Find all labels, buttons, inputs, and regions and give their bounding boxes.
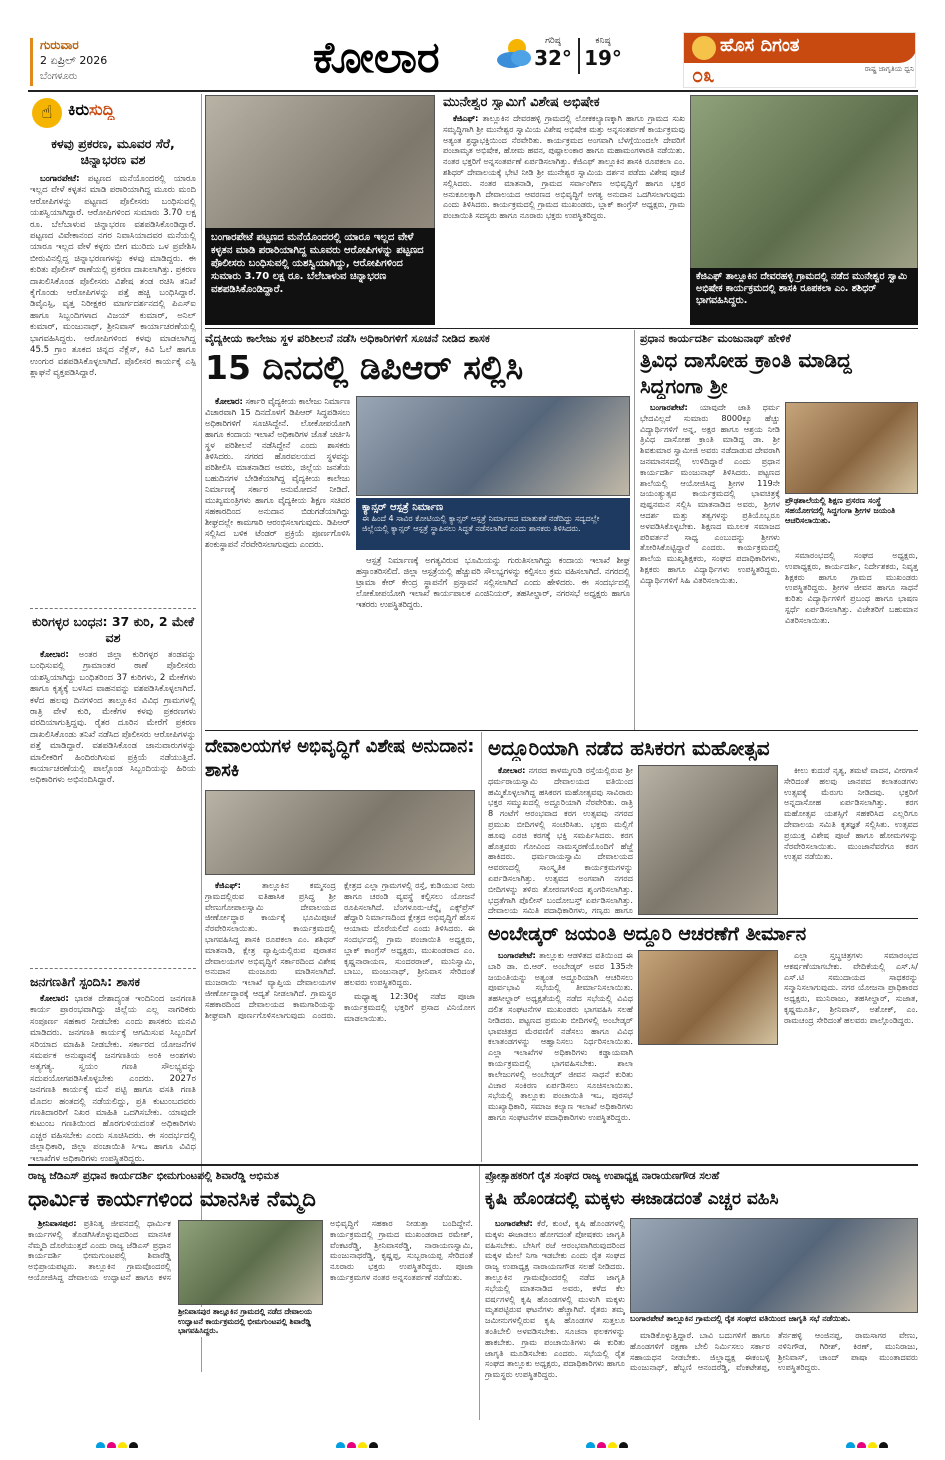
brief1-body [30, 174, 196, 604]
police-photo-caption: ಬಂಗಾರಪೇಟೆ ಪಟ್ಟಣದ ಮನೆಯೊಂದರಲ್ಲಿ ಯಾರೂ ಇಲ್ಲದ ವೇಳೆ ಕಳ್ಳತನ ಮಾಡಿ ಪರಾರಿಯಾಗಿದ್ದ ಮೂವರು ಆರೋಪಿಗಳನ್ನು ಪಟ್ಟಣದ ಪೊಲೀಸರು ಬಂಧಿಸುವಲ್ಲಿ ಯಶಸ್ವಿಯಾಗಿದ್ದು, ಆರೋಪಿಗಳಿಂದ ಸುಮಾರು 3.70 ಲಕ್ಷ ರೂ. ಬೆಲೆಬಾಳುವ ಚಿನ್ನಾಭರಣ ವಶಪಡಿಸಿಕೊಂಡಿದ್ದಾರೆ. [205, 228, 435, 325]
row2-rule [205, 730, 918, 731]
ambedkar-headline: ಅಂಬೇಡ್ಕರ್ ಜಯಂತಿ ಅದ್ದೂರಿ ಆಚರಣೆಗೆ ತೀರ್ಮಾನ [488, 923, 807, 945]
dpr-headline: 15 ದಿನದಲ್ಲಿ ಡಿಪಿಆರ್ ಸಲ್ಲಿಸಿ [205, 348, 524, 387]
registration-marks-left [96, 1436, 146, 1448]
cancer-box-headline: ಕ್ಯಾನ್ಸರ್ ಆಸ್ಪತ್ರೆ ನಿರ್ಮಾಣ [362, 502, 444, 513]
brand-logo-icon [692, 36, 716, 60]
hasikaraga-headline: ಅದ್ದೂರಿಯಾಗಿ ನಡೆದ ಹಸಿಕರಗ ಮಹೋತ್ಸವ [488, 736, 770, 760]
brand-name: ಹೊಸ ದಿಗಂತ [720, 35, 800, 56]
registration-marks-mid [586, 1436, 636, 1448]
masthead-date: 2 ಏಪ್ರಿಲ್ 2026 [40, 54, 108, 67]
page-number: ೦೩ [692, 63, 715, 87]
row3-rule [28, 1164, 918, 1166]
siddaganga-text-3: ಸಮಾರಂಭದಲ್ಲಿ ಸಂಘದ ಅಧ್ಯಕ್ಷರು, ಉಪಾಧ್ಯಕ್ಷರು, ಕಾರ್ಯದರ್ಶಿ, ನಿರ್ದೇಶಕರು, ನಿವೃತ್ತ ಶಿಕ್ಷಕರು ಹಾಗೂ ಗ್ರಾಮದ ಮುಖಂಡರು ಉಪಸ್ಥಿತರಿದ್ದರು. ಶ್ರೀಗಳ ಜೀವನ ಹಾಗೂ ಸಾಧನೆ ಕುರಿತು ವಿದ್ಯಾರ್ಥಿಗಳಿಗೆ ಪ್ರಬಂಧ ಹಾಗೂ ಭಾಷಣ ಸ್ಪರ್ಧೆ ಏರ್ಪಡಿಸಲಾಗಿತ್ತು. ವಿಜೇತರಿಗೆ ಬಹುಮಾನ ವಿತರಿಸಲಾಯಿತು. [785, 550, 918, 625]
shivareddy-caption: ಶ್ರೀನಿವಾಸಪುರ ತಾಲ್ಲೂಕಿನ ಗ್ರಾಮದಲ್ಲಿ ನಡೆದ ದೇವಾಲಯ ಉದ್ಘಾಟನೆ ಕಾರ್ಯಕ್ರಮದಲ್ಲಿ ಭೀಮಗುಂಟಪಲ್ಲಿ ಶಿವಾರೆಡ್ಡಿ ಭಾಗವಹಿಸಿದ್ದರು. [178, 1307, 323, 1337]
masthead-day: ಗುರುವಾರ [40, 38, 79, 52]
kirusuddi-label [68, 100, 198, 120]
max-temp [533, 46, 573, 70]
dpr-kicker: ವೈದ್ಯಕೀಯ ಕಾಲೇಜು ಸ್ಥಳ ಪರಿಶೀಲನೆ ನಡೆಸಿ ಅಧಿಕಾರಿಗಳಿಗೆ ಸೂಚನೆ ನೀಡಿದ ಶಾಸಕ [205, 332, 490, 345]
muneshwara-headline: ಮುನೇಶ್ವರ ಸ್ವಾಮಿಗೆ ವಿಶೇಷ ಅಭಿಷೇಕ [443, 95, 600, 110]
masthead-title: ಕೋಲಾರ [313, 33, 440, 83]
row1-rule [205, 328, 918, 329]
col-rule-low [481, 732, 482, 1162]
masthead-city: ಬೆಂಗಳೂರು [40, 71, 78, 82]
brand-tagline: ರಾಷ್ಟ್ರ ಜಾಗೃತಿಯ ಧ್ವನಿ [864, 65, 914, 73]
finger-icon: ☝ [32, 98, 62, 128]
siddaganga-photo [785, 402, 918, 494]
farmers-place: ಬಂಗಾರಪೇಟೆ: [495, 1218, 533, 1228]
masthead-left-bar [30, 38, 33, 86]
ambedkar-text: ತಾಲ್ಲೂಕು ಆಡಳಿತದ ವತಿಯಿಂದ ಈ ಬಾರಿ ಡಾ. ಬಿ.ಆರ್. ಅಂಬೇಡ್ಕರ್ ಅವರ 135ನೇ ಜಯಂತಿಯನ್ನು ಅತ್ಯಂತ ಅದ್ದೂರಿಯಾಗಿ ಆಚರಿಸಲು ಪೂರ್ವಭಾವಿ ಸಭೆಯಲ್ಲಿ ತೀರ್ಮಾನಿಸಲಾಯಿತು. ತಹಸೀಲ್ದಾರ್ ಅಧ್ಯಕ್ಷತೆಯಲ್ಲಿ ನಡೆದ ಸಭೆಯಲ್ಲಿ ವಿವಿಧ ದಲಿತ ಸಂಘಟನೆಗಳ ಮುಖಂಡರು ಭಾಗವಹಿಸಿ ಸಲಹೆ ನೀಡಿದರು. ಪಟ್ಟಣದ ಪ್ರಮುಖ ಬೀದಿಗಳಲ್ಲಿ ಅಂಬೇಡ್ಕರ್ ಭಾವಚಿತ್ರದ ಮೆರವಣಿಗೆ ನಡೆಸಲು ಹಾಗೂ ವಿವಿಧ ಕಲಾತಂಡಗಳನ್ನು ಆಹ್ವಾನಿಸಲು ನಿರ್ಧರಿಸಲಾಯಿತು. ಎಲ್ಲಾ ಇಲಾಖೆಗಳ ಅಧಿಕಾರಿಗಳು ಕಡ್ಡಾಯವಾಗಿ ಕಾರ್ಯಕ್ರಮದಲ್ಲಿ ಭಾಗವಹಿಸಬೇಕು. ಶಾಲಾ ಕಾಲೇಜುಗಳಲ್ಲಿ ಅಂಬೇಡ್ಕರ್ ಜೀವನ ಸಾಧನೆ ಕುರಿತು ವಿಚಾರ ಸಂಕಿರಣ ಏರ್ಪಡಿಸಲು ಸೂಚಿಸಲಾಯಿತು. ಸಭೆಯಲ್ಲಿ ತಾಲ್ಲೂಕು ಪಂಚಾಯಿತಿ ಇಒ, ಪುರಸಭೆ ಮುಖ್ಯಾಧಿಕಾರಿ, ಸಮಾಜ ಕಲ್ಯಾಣ ಇಲಾಖೆ ಅಧಿಕಾರಿಗಳು ಹಾಗೂ ಸಂಘಟನೆಗಳ ಪದಾಧಿಕಾರಿಗಳು ಉಪಸ್ಥಿತರಿದ್ದರು. [488, 950, 633, 1122]
ambedkar-body-2 [784, 950, 918, 1160]
brief1-place: ಬಂಗಾರಪೇಟೆ: [40, 174, 80, 184]
temple-text: ತಾಲ್ಲೂಕಿನ ಕಮ್ಮಸಂದ್ರ ಗ್ರಾಮದಲ್ಲಿರುವ ಐತಿಹಾಸಿಕ ಪ್ರಸಿದ್ಧ ಶ್ರೀ ವೇಣುಗೋಪಾಲಸ್ವಾಮಿ ದೇವಾಲಯದ ಜೀರ್ಣೋದ್ಧಾರ ಕಾರ್ಯಕ್ಕೆ ಭೂಮಿಪೂಜೆ ನೆರವೇರಿಸಲಾಯಿತು. ಕಾರ್ಯಕ್ರಮದಲ್ಲಿ ಭಾಗವಹಿಸಿದ್ದ ಶಾಸಕಿ ರೂಪಕಲಾ ಎಂ. ಶಶಿಧರ್ ಮಾತನಾಡಿ, ಕ್ಷೇತ್ರ ವ್ಯಾಪ್ತಿಯಲ್ಲಿರುವ ಪುರಾತನ ದೇವಾಲಯಗಳ ಅಭಿವೃದ್ಧಿಗೆ ಸರ್ಕಾರದಿಂದ ವಿಶೇಷ ಅನುದಾನ ಮಂಜೂರು ಮಾಡಿಸಲಾಗಿದೆ. ಮುಜರಾಯಿ ಇಲಾಖೆ ವ್ಯಾಪ್ತಿಯ ದೇವಾಲಯಗಳ ಜೀರ್ಣೋದ್ಧಾರಕ್ಕೆ ಆದ್ಯತೆ ನೀಡಲಾಗಿದೆ. ಗ್ರಾಮಸ್ಥರ ಸಹಕಾರದಿಂದ ದೇವಾಲಯದ ಕಾಮಗಾರಿಯನ್ನು ಶೀಘ್ರವಾಗಿ ಪೂರ್ಣಗೊಳಿಸಲಾಗುವುದು ಎಂದರು. ಕ್ಷೇತ್ರದ ಎಲ್ಲಾ ಗ್ರಾಮಗಳಲ್ಲಿ ರಸ್ತೆ, ಕುಡಿಯುವ ನೀರು ಹಾಗೂ ಚರಂಡಿ ವ್ಯವಸ್ಥೆ ಕಲ್ಪಿಸಲು ಯೋಜನೆ ರೂಪಿಸಲಾಗಿದೆ. ಬೆಂಗಳೂರು-ಚೆನ್ನೈ ಎಕ್ಸ್‌ಪ್ರೆಸ್ ಹೆದ್ದಾರಿ ನಿರ್ಮಾಣದಿಂದ ಕ್ಷೇತ್ರದ ಅಭಿವೃದ್ಧಿಗೆ ಹೊಸ ಆಯಾಮ ದೊರೆಯಲಿದೆ ಎಂದು ತಿಳಿಸಿದರು. ಈ ಸಂದರ್ಭದಲ್ಲಿ ಗ್ರಾಮ ಪಂಚಾಯಿತಿ ಅಧ್ಯಕ್ಷರು, ಬ್ಲಾಕ್ ಕಾಂಗ್ರೆಸ್ ಅಧ್ಯಕ್ಷರು, ಮುಖಂಡರಾದ ಎಂ. ಕೃಷ್ಣನಾರಾಯಣ, ಸುಂದರರಾಜ್, ಮುನಿಸ್ವಾಮಿ, ಬಾಬು, ಮಂಜುನಾಥ್, ಶ್ರೀನಿವಾಸ ಸೇರಿದಂತೆ ಹಲವರು ಉಪಸ್ಥಿತರಿದ್ದರು. [205, 880, 475, 1020]
min-temp-label: ಕನಿಷ್ಠ [595, 36, 611, 46]
ambedkar-place: ಬಂಗಾರಪೇಟೆ: [498, 950, 536, 960]
temp-divider [578, 38, 580, 74]
shivareddy-kicker: ರಾಜ್ಯ ಜೆಡಿಎಸ್ ಪ್ರಧಾನ ಕಾರ್ಯದರ್ಶಿ ಭೀಮಗುಂಟಪಲ್ಲಿ ಶಿವಾರೆಡ್ಡಿ ಅಭಿಮತ [28, 1170, 279, 1182]
dpr-body-left [205, 396, 350, 726]
shivareddy-text: ಪ್ರತಿನಿತ್ಯ ಜೀವನದಲ್ಲಿ ಧಾರ್ಮಿಕ ಕಾರ್ಯಗಳಲ್ಲಿ ತೊಡಗಿಸಿಕೊಳ್ಳುವುದರಿಂದ ಮಾನಸಿಕ ನೆಮ್ಮದಿ ದೊರೆಯುತ್ತದೆ ಎಂದು ರಾಜ್ಯ ಜೆಡಿಎಸ್ ಪ್ರಧಾನ ಕಾರ್ಯದರ್ಶಿ ಭೀಮಗುಂಟಪಲ್ಲಿ ಶಿವಾರೆಡ್ಡಿ ಅಭಿಪ್ರಾಯಪಟ್ಟರು. ತಾಲ್ಲೂಕಿನ ಗ್ರಾಮವೊಂದರಲ್ಲಿ ಆಯೋಜಿಸಿದ್ದ ದೇವಾಲಯ ಉದ್ಘಾಟನೆ ಹಾಗೂ ಕಳಸ ಅಭಿವೃದ್ಧಿಗೆ ಸಹಕಾರ ನೀಡುತ್ತಾ ಬಂದಿದ್ದೇನೆ. ಕಾರ್ಯಕ್ರಮದಲ್ಲಿ ಗ್ರಾಮದ ಮುಖಂಡರಾದ ರಮೇಶ್, ವೆಂಕಟರೆಡ್ಡಿ, ಶ್ರೀನಿವಾಸರೆಡ್ಡಿ, ನಾರಾಯಣಸ್ವಾಮಿ, ಮಂಜುನಾಥರೆಡ್ಡಿ, ಕೃಷ್ಣಪ್ಪ, ಸುಬ್ಬರಾಯಪ್ಪ ಸೇರಿದಂತೆ ನೂರಾರು ಭಕ್ತರು ಉಪಸ್ಥಿತರಿದ್ದರು. ಪೂಜಾ ಕಾರ್ಯಕ್ರಮಗಳ ನಂತರ ಅನ್ನಸಂತರ್ಪಣೆ ನಡೆಯಿತು. [28, 1218, 473, 1282]
registration-marks-right [846, 1436, 896, 1448]
siddaganga-caption: ಪ್ರೌಢಶಾಲೆಯಲ್ಲಿ ಶಿಕ್ಷಣ ಪ್ರಸರಣ ಸಂಸ್ಥೆ ಸಹಯೋಗದಲ್ಲಿ ಸಿದ್ದಗಂಗಾ ಶ್ರೀಗಳ ಜಯಂತಿ ಆಚರಿಸಲಾಯಿತು. [785, 496, 896, 525]
shivareddy-photo [178, 1220, 323, 1305]
kirusuddi-label-a: ಕಿರು [68, 100, 90, 119]
cancer-box [356, 498, 630, 550]
brief3-place: ಕೋಲಾರ: [40, 994, 69, 1004]
farmers-caption: ಬಂಗಾರಪೇಟೆ ತಾಲ್ಲೂಕಿನ ಗ್ರಾಮದಲ್ಲಿ ರೈತ ಸಂಘದ ವತಿಯಿಂದ ಜಾಗೃತಿ ಸಭೆ ನಡೆಯಿತು. [630, 1314, 851, 1323]
brief-divider-2 [30, 968, 196, 969]
brief2-body [30, 650, 196, 970]
col-rule-mid [634, 330, 635, 730]
hasikaraga-text: ನಗರದ ಕಾಳಮ್ಮಗುಡಿ ರಸ್ತೆಯಲ್ಲಿರುವ ಶ್ರೀ ಧರ್ಮರಾಯಸ್ವಾಮಿ ದೇವಾಲಯದ ವತಿಯಿಂದ ಹಮ್ಮಿಕೊಳ್ಳಲಾಗಿದ್ದ ಹಸಿಕರಗ ಮಹೋತ್ಸವವು ಸಾವಿರಾರು ಭಕ್ತರ ಸಮ್ಮುಖದಲ್ಲಿ ಅದ್ದೂರಿಯಾಗಿ ನೆರವೇರಿತು. ರಾತ್ರಿ 8 ಗಂಟೆಗೆ ಆರಂಭವಾದ ಕರಗ ಉತ್ಸವವು ನಗರದ ಪ್ರಮುಖ ಬೀದಿಗಳಲ್ಲಿ ಸಂಚರಿಸಿತು. ಭಕ್ತರು ಮಲ್ಲಿಗೆ ಹೂವು ಎರಚಿ ಕರಗಕ್ಕೆ ಭಕ್ತಿ ಸಮರ್ಪಿಸಿದರು. ಕರಗ ಹೊತ್ತವರು ಗೋವಿಂದ ನಾಮಸ್ಮರಣೆಯೊಂದಿಗೆ ಹೆಜ್ಜೆ ಹಾಕಿದರು. ಧರ್ಮರಾಯಸ್ವಾಮಿ ದೇವಾಲಯದ ಆವರಣದಲ್ಲಿ ಸಾಂಸ್ಕೃತಿಕ ಕಾರ್ಯಕ್ರಮಗಳನ್ನು ಏರ್ಪಡಿಸಲಾಗಿತ್ತು. ಉತ್ಸವದ ಅಂಗವಾಗಿ ನಗರದ ಬೀದಿಗಳನ್ನು ತಳಿರು ತೋರಣಗಳಿಂದ ಶೃಂಗರಿಸಲಾಗಿತ್ತು. ಭದ್ರತೆಗಾಗಿ ಪೊಲೀಸ್ ಬಂದೋಬಸ್ತ್ ಏರ್ಪಡಿಸಲಾಗಿತ್ತು. ದೇವಾಲಯ ಸಮಿತಿ ಪದಾಧಿಕಾರಿಗಳು, ಗಣ್ಯರು ಹಾಗೂ [488, 765, 633, 915]
muneshwara-text: ತಾಲ್ಲೂಕಿನ ದೇವರಹಳ್ಳಿ ಗ್ರಾಮದಲ್ಲಿ ಲೋಕಕಲ್ಯಾಣಕ್ಕಾಗಿ ಹಾಗೂ ಗ್ರಾಮದ ಸುಖ ಸಮೃದ್ಧಿಗಾಗಿ ಶ್ರೀ ಮುನೇಶ್ವರ ಸ್ವಾಮಿಯ ವಿಶೇಷ ಅಭಿಷೇಕ ಮತ್ತು ಅನ್ನಸಂತರ್ಪಣೆ ಕಾರ್ಯಕ್ರಮವು ಅತ್ಯಂತ ಶ್ರದ್ಧಾಭಕ್ತಿಯಿಂದ ನೆರವೇರಿತು. ಕಾರ್ಯಕ್ರಮದ ಅಂಗವಾಗಿ ಬೆಳಗ್ಗೆಯಿಂದಲೇ ದೇವರಿಗೆ ಪಂಚಾಮೃತ ಅಭಿಷೇಕ, ಹೋಮ ಹವನ, ಪುಷ್ಪಾಲಂಕಾರ ಹಾಗೂ ಮಹಾಮಂಗಳಾರತಿ ನಡೆಯಿತು. ನಂತರ ಭಕ್ತರಿಗೆ ಅನ್ನಸಂತರ್ಪಣೆ ಏರ್ಪಡಿಸಲಾಗಿತ್ತು. ಕೆಜಿಎಫ್ ತಾಲ್ಲೂಕಿನ ಶಾಸಕಿ ರೂಪಕಲಾ ಎಂ. ಶಶಿಧರ್ ದೇವಾಲಯಕ್ಕೆ ಭೇಟಿ ನೀಡಿ ಶ್ರೀ ಮುನೇಶ್ವರ ಸ್ವಾಮಿಯ ದರ್ಶನ ಪಡೆದು ವಿಶೇಷ ಪೂಜೆ ಸಲ್ಲಿಸಿದರು. ನಂತರ ಮಾತನಾಡಿ, ಗ್ರಾಮದ ಸರ್ವಾಂಗೀಣ ಅಭಿವೃದ್ಧಿಗೆ ಹಾಗೂ ಭಕ್ತರ ಅನುಕೂಲಕ್ಕಾಗಿ ದೇವಾಲಯದ ಆವರಣದ ಅಭಿವೃದ್ಧಿಗೆ ಅಗತ್ಯ ಅನುದಾನ ಒದಗಿಸಲಾಗುವುದು ಎಂದು ತಿಳಿಸಿದರು. ಕಾರ್ಯಕ್ರಮದಲ್ಲಿ ಗ್ರಾಮದ ಮುಖಂಡರು, ಬ್ಲಾಕ್ ಕಾಂಗ್ರೆಸ್ ಅಧ್ಯಕ್ಷರು, ಗ್ರಾಮ ಪಂಚಾಯಿತಿ ಸದಸ್ಯರು ಹಾಗೂ ನೂರಾರು ಭಕ್ತರು ಉಪಸ್ಥಿತರಿದ್ದರು. [443, 114, 685, 221]
muneshwara-place: ಕೆಜಿಎಫ್: [453, 114, 479, 123]
farmers-body-2 [630, 1330, 918, 1418]
dpr-text-2: ಆಸ್ಪತ್ರೆ ನಿರ್ಮಾಣಕ್ಕೆ ಅಗತ್ಯವಿರುವ ಭೂಮಿಯನ್ನು ಗುರುತಿಸಲಾಗಿದ್ದು ಕಂದಾಯ ಇಲಾಖೆ ಶೀಘ್ರ ಹಸ್ತಾಂತರಿಸಲಿದೆ. ಜಿಲ್ಲಾ ಆಸ್ಪತ್ರೆಯಲ್ಲಿ ಹೆಚ್ಚುವರಿ ಸೌಲಭ್ಯಗಳನ್ನು ಕಲ್ಪಿಸಲು ಕ್ರಮ ವಹಿಸಲಾಗಿದೆ. ನಗರದಲ್ಲಿ ಟ್ರಾಮಾ ಕೇರ್ ಕೇಂದ್ರ ಸ್ಥಾಪನೆಗೆ ಪ್ರಸ್ತಾವನೆ ಸಲ್ಲಿಸಲಾಗಿದೆ ಎಂದು ಹೇಳಿದರು. ಈ ಸಂದರ್ಭದಲ್ಲಿ ಲೋಕೋಪಯೋಗಿ ಇಲಾಖೆ ಕಾರ್ಯಪಾಲಕ ಎಂಜಿನಿಯರ್, ತಹಸೀಲ್ದಾರ್, ನಗರಸಭೆ ಅಧ್ಯಕ್ಷರು ಹಾಗೂ ಇತರರು ಉಪಸ್ಥಿತರಿದ್ದರು. [356, 555, 630, 609]
kirusuddi-logo [28, 96, 198, 130]
min-temp-value: 19 [584, 46, 612, 70]
shivareddy-place: ಶ್ರೀನಿವಾಸಪುರ: [38, 1218, 77, 1228]
hasikaraga-place: ಕೋಲಾರ: [498, 765, 526, 775]
brief2-text: ಅಂತರ ಜಿಲ್ಲಾ ಕುರಿಗಳ್ಳರ ತಂಡವನ್ನು ಬಂಧಿಸುವಲ್ಲಿ ಗ್ರಾಮಾಂತರ ಠಾಣೆ ಪೊಲೀಸರು ಯಶಸ್ವಿಯಾಗಿದ್ದು ಬಂಧಿತರಿಂದ 37 ಕುರಿಗಳು, 2 ಮೇಕೆಗಳು ಹಾಗೂ ಕೃತ್ಯಕ್ಕೆ ಬಳಸಿದ ವಾಹನವನ್ನು ವಶಪಡಿಸಿಕೊಳ್ಳಲಾಗಿದೆ. ಕಳೆದ ಹಲವು ದಿನಗಳಿಂದ ತಾಲ್ಲೂಕಿನ ವಿವಿಧ ಗ್ರಾಮಗಳಲ್ಲಿ ರಾತ್ರಿ ವೇಳೆ ಕುರಿ, ಮೇಕೆಗಳ ಕಳವು ಪ್ರಕರಣಗಳು ವರದಿಯಾಗುತ್ತಿದ್ದವು. ರೈತರ ದೂರಿನ ಮೇರೆಗೆ ಪ್ರಕರಣ ದಾಖಲಿಸಿಕೊಂಡು ತನಿಖೆ ನಡೆಸಿದ ಪೊಲೀಸರು ಆರೋಪಿಗಳನ್ನು ಪತ್ತೆ ಮಾಡಿದ್ದಾರೆ. ವಶಪಡಿಸಿಕೊಂಡ ಜಾನುವಾರುಗಳನ್ನು ಮಾಲೀಕರಿಗೆ ಹಿಂದಿರುಗಿಸುವ ಪ್ರಕ್ರಿಯೆ ನಡೆಯುತ್ತಿದೆ. ಕಾರ್ಯಾಚರಣೆಯಲ್ಲಿ ಪಾಲ್ಗೊಂಡ ಸಿಬ್ಬಂದಿಯನ್ನು ಹಿರಿಯ ಅಧಿಕಾರಿಗಳು ಅಭಿನಂದಿಸಿದ್ದಾರೆ. [30, 650, 196, 786]
hasikaraga-body [488, 765, 633, 915]
col-rule-bottom [479, 1166, 480, 1420]
siddaganga-body-3 [785, 550, 918, 727]
dpr-photo [356, 396, 630, 496]
brand-box [683, 32, 916, 88]
kirusuddi-label-b: ಸುದ್ದಿ [89, 100, 115, 119]
min-temp [583, 46, 623, 70]
dpr-text: ಸರ್ಕಾರಿ ವೈದ್ಯಕೀಯ ಕಾಲೇಜು ನಿರ್ಮಾಣ ವಿಚಾರವಾಗಿ 15 ದಿನದೊಳಗೆ ಡಿಪಿಆರ್ ಸಿದ್ಧಪಡಿಸಲು ಅಧಿಕಾರಿಗಳಿಗೆ ಸೂಚಿಸಿದ್ದೇನೆ. ಲೋಕೋಪಯೋಗಿ ಹಾಗೂ ಕಂದಾಯ ಇಲಾಖೆ ಅಧಿಕಾರಿಗಳ ಜೊತೆ ಚರ್ಚಿಸಿ ಸ್ಥಳ ಪರಿಶೀಲನೆ ನಡೆಸಿದ್ದೇನೆ ಎಂದು ಶಾಸಕರು ತಿಳಿಸಿದರು. ನಗರದ ಹೊರವಲಯದ ಸ್ಥಳವನ್ನು ಪರಿಶೀಲಿಸಿ ಮಾತನಾಡಿದ ಅವರು, ಜಿಲ್ಲೆಯ ಜನತೆಯ ಬಹುದಿನಗಳ ಬೇಡಿಕೆಯಾಗಿದ್ದ ವೈದ್ಯಕೀಯ ಕಾಲೇಜು ನಿರ್ಮಾಣಕ್ಕೆ ಸರ್ಕಾರ ಅನುಮೋದನೆ ನೀಡಿದೆ. ಮುಖ್ಯಮಂತ್ರಿಗಳು ಹಾಗೂ ವೈದ್ಯಕೀಯ ಶಿಕ್ಷಣ ಸಚಿವರ ಸಹಕಾರದಿಂದ ಅನುದಾನ ಬಿಡುಗಡೆಯಾಗಿದ್ದು ಶೀಘ್ರದಲ್ಲೇ ಕಾಮಗಾರಿ ಆರಂಭಿಸಲಾಗುವುದು. ಡಿಪಿಆರ್ ಸಲ್ಲಿಸಿದ ಬಳಿಕ ಟೆಂಡರ್ ಪ್ರಕ್ರಿಯೆ ಪೂರ್ಣಗೊಳಿಸಿ ಶಂಕುಸ್ಥಾಪನೆ ನೆರವೇರಿಸಲಾಗುವುದು ಎಂದರು. [205, 396, 350, 549]
dpr-body-right [356, 555, 630, 725]
muneshwara-body [443, 114, 685, 326]
brief1-text: ಪಟ್ಟಣದ ಮನೆಯೊಂದರಲ್ಲಿ ಯಾರೂ ಇಲ್ಲದ ವೇಳೆ ಕಳ್ಳತನ ಮಾಡಿ ಪರಾರಿಯಾಗಿದ್ದ ಮೂರು ಮಂದಿ ಆರೋಪಿಗಳನ್ನು ಪಟ್ಟಣದ ಪೊಲೀಸರು ಬಂಧಿಸುವಲ್ಲಿ ಯಶಸ್ವಿಯಾಗಿದ್ದಾರೆ. ಆರೋಪಿಗಳಿಂದ ಸುಮಾರು 3.70 ಲಕ್ಷ ರೂ. ಬೆಲೆಬಾಳುವ ಚಿನ್ನಾಭರಣ ವಶಪಡಿಸಿಕೊಂಡಿದ್ದಾರೆ. ಪಟ್ಟಣದ ವಿವೇಕಾನಂದ ನಗರ ನಿವಾಸಿಯಾದವರ ಮನೆಯಲ್ಲಿ ಯಾರೂ ಇಲ್ಲದ ವೇಳೆ ಕಳ್ಳರು ಬೀಗ ಮುರಿದು ಒಳ ಪ್ರವೇಶಿಸಿ ಬೀರುವಿನಲ್ಲಿದ್ದ ಚಿನ್ನಾಭರಣಗಳನ್ನು ಕಳವು ಮಾಡಿದ್ದರು. ಈ ಕುರಿತು ಪೊಲೀಸ್ ಠಾಣೆಯಲ್ಲಿ ಪ್ರಕರಣ ದಾಖಲಾಗಿತ್ತು. ಪ್ರಕರಣ ದಾಖಲಿಸಿಕೊಂಡ ಪೊಲೀಸರು ವಿಶೇಷ ತಂಡ ರಚಿಸಿ ತನಿಖೆ ಕೈಗೊಂಡು ಆರೋಪಿಗಳನ್ನು ಪತ್ತೆ ಹಚ್ಚಿ ಬಂಧಿಸಿದ್ದಾರೆ. ಡಿವೈಎಸ್ಪಿ, ವೃತ್ತ ನಿರೀಕ್ಷಕರ ಮಾರ್ಗದರ್ಶನದಲ್ಲಿ ಪಿಎಸ್ಐ ಹಾಗೂ ಸಿಬ್ಬಂದಿಗಳಾದ ವಿಜಯ್ ಕುಮಾರ್, ಅನಿಲ್ ಕುಮಾರ್, ಮಂಜುನಾಥ್, ಶ್ರೀನಿವಾಸ್ ಕಾರ್ಯಾಚರಣೆಯಲ್ಲಿ ಭಾಗವಹಿಸಿದ್ದರು. ಆರೋಪಿಗಳಿಂದ ಕಳವು ಮಾಡಲಾಗಿದ್ದ 45.5 ಗ್ರಾಂ ತೂಕದ ಚಿನ್ನದ ನೆಕ್ಲೆಸ್, ಕಿವಿ ಓಲೆ ಹಾಗೂ ಉಂಗುರ ವಶಪಡಿಸಿಕೊಳ್ಳಲಾಗಿದೆ. ಪೊಲೀಸರ ಕಾರ್ಯಕ್ಕೆ ಎಸ್ಪಿ ಶ್ಲಾಘನೆ ವ್ಯಕ್ತಪಡಿಸಿದ್ದಾರೆ. [30, 174, 196, 378]
cancer-box-text: ಈ ಹಿಂದೆ 4 ಸಾವಿರ ಕೋಟಿಯಲ್ಲಿ ಕ್ಯಾನ್ಸರ್ ಆಸ್ಪತ್ರೆ ನಿರ್ಮಾಣದ ಮಾತುಕತೆ ನಡೆದಿದ್ದು ಸದ್ಯದಲ್ಲೇ ಜಿಲ್ಲೆಯಲ್ಲಿ ಕ್ಯಾನ್ಸರ್ ಆಸ್ಪತ್ರೆ ಸ್ಥಾಪಿಸಲು ಸಿದ್ಧತೆ ನಡೆಸಲಾಗಿದೆ ಎಂದು ಶಾಸಕರು ತಿಳಿಸಿದರು. [362, 514, 600, 533]
weather-icon [493, 36, 535, 72]
max-temp-label: ಗರಿಷ್ಠ [545, 36, 561, 46]
temple-body [205, 880, 475, 1160]
shivareddy-headline: ಧಾರ್ಮಿಕ ಕಾರ್ಯಗಳಿಂದ ಮಾನಸಿಕ ನೆಮ್ಮದಿ [28, 1187, 316, 1211]
brief3-text: ಭಾರತ ದೇಶಾದ್ಯಂತ ಇಂದಿನಿಂದ ಜನಗಣತಿ ಕಾರ್ಯ ಪ್ರಾರಂಭವಾಗಿದ್ದು ಜಿಲ್ಲೆಯ ಎಲ್ಲ ನಾಗರಿಕರು ಸಂಪೂರ್ಣ ಸಹಕಾರ ನೀಡಬೇಕು ಎಂದು ಶಾಸಕರು ಮನವಿ ಮಾಡಿದರು. ಜನಗಣತಿ ಕಾರ್ಯಕ್ಕೆ ಆಗಮಿಸುವ ಸಿಬ್ಬಂದಿಗೆ ಸರಿಯಾದ ಮಾಹಿತಿ ನೀಡಬೇಕು. ಸರ್ಕಾರದ ಯೋಜನೆಗಳ ಸಮರ್ಪಕ ಅನುಷ್ಠಾನಕ್ಕೆ ಜನಗಣತಿಯ ಅಂಕಿ ಅಂಶಗಳು ಅತ್ಯಗತ್ಯ. ಸ್ವಯಂ ಗಣತಿ ಸೌಲಭ್ಯವನ್ನು ಸದುಪಯೋಗಪಡಿಸಿಕೊಳ್ಳಬೇಕು ಎಂದರು. 2027ರ ಜನಗಣತಿ ಕಾರ್ಯಕ್ಕೆ ಮನೆ ಪಟ್ಟಿ ಹಾಗೂ ವಸತಿ ಗಣತಿ ಮೊದಲ ಹಂತದಲ್ಲಿ ನಡೆಯಲಿದ್ದು, ಪ್ರತಿ ಕುಟುಂಬದವರು ಗಣತಿದಾರರಿಗೆ ನಿಖರ ಮಾಹಿತಿ ಒದಗಿಸಬೇಕು. ಯಾವುದೇ ಕುಟುಂಬ ಗಣತಿಯಿಂದ ಹೊರಗುಳಿಯದಂತೆ ಅಧಿಕಾರಿಗಳು ಎಚ್ಚರ ವಹಿಸಬೇಕು ಎಂದು ಸೂಚಿಸಿದರು. ಈ ಸಂದರ್ಭದಲ್ಲಿ ಜಿಲ್ಲಾಧಿಕಾರಿ, ಜಿಲ್ಲಾ ಪಂಚಾಯಿತಿ ಸಿಇಒ ಹಾಗೂ ವಿವಿಧ ಇಲಾಖೆಗಳ ಅಧಿಕಾರಿಗಳು ಉಪಸ್ಥಿತರಿದ್ದರು. [30, 994, 196, 1164]
ambedkar-photo [638, 950, 778, 1045]
farmers-headline: ಕೃಷಿ ಹೊಂಡದಲ್ಲಿ ಮಕ್ಕಳು ಈಜಾಡದಂತೆ ಎಚ್ಚರ ವಹಿಸಿ [485, 1189, 779, 1209]
ambedkar-body [488, 950, 633, 1160]
hasikaraga-photo [638, 765, 778, 915]
masthead-rule [28, 90, 918, 92]
brief-divider-1 [30, 608, 196, 609]
siddaganga-body [640, 402, 780, 727]
farmers-text-2: ಮಾಡಿಕೊಳ್ಳುತ್ತಿದ್ದಾರೆ. ಬಾವಿ ಬದುಗಳಿಗೆ ಹಾಗೂ ಹೊಂಡಗಳಿಗೆ ರಕ್ಷಣಾ ಬೇಲಿ ನಿರ್ಮಿಸಲು ಸರ್ಕಾರ ಸಹಾಯಧನ ನೀಡಬೇಕು. ಜಿಲ್ಲಾಧ್ಯಕ್ಷ ಈಕಂಬಳ್ಳಿ ಮಂಜುನಾಥ್, ಹೆಬ್ಬಣಿ ಆನಂದರೆಡ್ಡಿ, ವೆಂಕಟೇಶಪ್ಪ, ತೆರ್ನಹಳ್ಳಿ ಆಂಜಿನಪ್ಪ, ರಾಮಸಾಗರ ವೇಣು, ನಳಿನಿಗೌಡ, ಗಿರೀಶ್, ಕಿರಣ್, ಮುನಿರಾಜು, ಶ್ರೀನಿವಾಸ್, ಚಾಂದ್ ಪಾಷಾ ಮುಂತಾದವರು ಉಪಸ್ಥಿತರಿದ್ದರು. [630, 1330, 918, 1373]
temple-photo [205, 790, 475, 875]
farmers-text: ಕೆರೆ, ಕುಂಟೆ, ಕೃಷಿ ಹೊಂಡಗಳಲ್ಲಿ ಮಕ್ಕಳು ಈಜಾಡಲು ಹೋಗದಂತೆ ಪೋಷಕರು ಜಾಗೃತಿ ವಹಿಸಬೇಕು. ಬೇಸಿಗೆ ರಜೆ ಆರಂಭವಾಗಿರುವುದರಿಂದ ಮಕ್ಕಳ ಮೇಲೆ ನಿಗಾ ಇಡಬೇಕು ಎಂದು ರೈತ ಸಂಘದ ರಾಜ್ಯ ಉಪಾಧ್ಯಕ್ಷ ನಾರಾಯಣಗೌಡ ಸಲಹೆ ನೀಡಿದರು. ತಾಲ್ಲೂಕಿನ ಗ್ರಾಮವೊಂದರಲ್ಲಿ ನಡೆದ ಜಾಗೃತಿ ಸಭೆಯಲ್ಲಿ ಮಾತನಾಡಿದ ಅವರು, ಕಳೆದ ಕೆಲ ವರ್ಷಗಳಲ್ಲಿ ಕೃಷಿ ಹೊಂಡಗಳಲ್ಲಿ ಮುಳುಗಿ ಮಕ್ಕಳು ಮೃತಪಟ್ಟಿರುವ ಘಟನೆಗಳು ಹೆಚ್ಚಾಗಿವೆ. ರೈತರು ತಮ್ಮ ಜಮೀನುಗಳಲ್ಲಿರುವ ಕೃಷಿ ಹೊಂಡಗಳ ಸುತ್ತಲೂ ತಂತಿಬೇಲಿ ಅಳವಡಿಸಬೇಕು. ಸೂಚನಾ ಫಲಕಗಳನ್ನು ಹಾಕಬೇಕು. ಗ್ರಾಮ ಪಂಚಾಯಿತಿಗಳು ಈ ಕುರಿತು ಜಾಗೃತಿ ಮೂಡಿಸಬೇಕು ಎಂದರು. ಸಭೆಯಲ್ಲಿ ರೈತ ಸಂಘದ ತಾಲ್ಲೂಕು ಅಧ್ಯಕ್ಷರು, ಪದಾಧಿಕಾರಿಗಳು ಹಾಗೂ ಗ್ರಾಮಸ್ಥರು ಉಪಸ್ಥಿತರಿದ್ದರು. [485, 1218, 625, 1380]
row3-mid-rule [488, 918, 918, 919]
max-temp-value: 32 [534, 46, 562, 70]
hasikaraga-body-2 [784, 765, 918, 915]
siddaganga-headline: ತ್ರಿವಿಧ ದಾಸೋಹ ಕ್ರಾಂತಿ ಮಾಡಿದ್ದ ಸಿದ್ದಗಂಗಾ ಶ್ರೀ [640, 348, 852, 398]
farmers-body [485, 1218, 625, 1418]
max-degree: ° [561, 46, 572, 70]
farmers-photo [630, 1218, 918, 1313]
temple-place: ಕೆಜಿಎಫ್: [215, 880, 241, 890]
hasikaraga-text-2: ಕೀಲು ಕುದುರೆ ನೃತ್ಯ, ತಮಟೆ ವಾದನ, ವೀರಗಾಸೆ ಸೇರಿದಂತೆ ಹಲವು ಜಾನಪದ ಕಲಾತಂಡಗಳು ಉತ್ಸವಕ್ಕೆ ಮೆರುಗು ನೀಡಿದವು. ಭಕ್ತರಿಗೆ ಅನ್ನದಾಸೋಹ ಏರ್ಪಡಿಸಲಾಗಿತ್ತು. ಕರಗ ಮಹೋತ್ಸವ ಯಶಸ್ಸಿಗೆ ಸಹಕರಿಸಿದ ಎಲ್ಲರಿಗೂ ದೇವಾಲಯ ಸಮಿತಿ ಕೃತಜ್ಞತೆ ಸಲ್ಲಿಸಿತು. ಉತ್ಸವದ ಪ್ರಯುಕ್ತ ವಿಶೇಷ ಪೂಜೆ ಹಾಗೂ ಹೋಮಗಳನ್ನು ನೆರವೇರಿಸಲಾಯಿತು. ಮುಂಜಾನೆವರೆಗೂ ಕರಗ ಉತ್ಸವ ನಡೆಯಿತು. [784, 765, 918, 862]
brief1-headline: ಕಳವು ಪ್ರಕರಣ, ಮೂವರ ಸೆರೆ, ಚಿನ್ನಾಭರಣ ವಶ [51, 136, 175, 167]
siddaganga-text: ಯಾವುದೇ ಜಾತಿ ಧರ್ಮ ಭೇದವಿಲ್ಲದೆ ಸುಮಾರು 8000ಕ್ಕೂ ಹೆಚ್ಚು ವಿದ್ಯಾರ್ಥಿಗಳಿಗೆ ಅನ್ನ, ಅಕ್ಷರ ಹಾಗೂ ಆಶ್ರಯ ನೀಡಿ ತ್ರಿವಿಧ ದಾಸೋಹ ಕ್ರಾಂತಿ ಮಾಡಿದ್ದ ಡಾ. ಶ್ರೀ ಶಿವಕುಮಾರ ಸ್ವಾಮೀಜಿ ಅವರು ನಡೆದಾಡುವ ದೇವರಾಗಿ ಜನಮಾನಸದಲ್ಲಿ ಉಳಿದಿದ್ದಾರೆ ಎಂದು ಪ್ರಧಾನ ಕಾರ್ಯದರ್ಶಿ ಮಂಜುನಾಥ್ ತಿಳಿಸಿದರು. ಪಟ್ಟಣದ ಶಾಲೆಯಲ್ಲಿ ಆಯೋಜಿಸಿದ್ದ ಶ್ರೀಗಳ 119ನೇ ಜಯಂತ್ಯುತ್ಸವ ಕಾರ್ಯಕ್ರಮದಲ್ಲಿ ಭಾವಚಿತ್ರಕ್ಕೆ ಪುಷ್ಪನಮನ ಸಲ್ಲಿಸಿ ಮಾತನಾಡಿದ ಅವರು, ಶ್ರೀಗಳ ಆದರ್ಶ ಮತ್ತು ತತ್ವಗಳನ್ನು ಪ್ರತಿಯೊಬ್ಬರೂ ಅಳವಡಿಸಿಕೊಳ್ಳಬೇಕು. ಶಿಕ್ಷಣದ ಮೂಲಕ ಸಮಾಜದ ಪರಿವರ್ತನೆ ಸಾಧ್ಯ ಎಂಬುದನ್ನು ಶ್ರೀಗಳು ತೋರಿಸಿಕೊಟ್ಟಿದ್ದಾರೆ ಎಂದರು. ಕಾರ್ಯಕ್ರಮದಲ್ಲಿ ಶಾಲೆಯ ಮುಖ್ಯಶಿಕ್ಷಕರು, ಸಂಘದ ಪದಾಧಿಕಾರಿಗಳು, ಶಿಕ್ಷಕರು ಹಾಗೂ ವಿದ್ಯಾರ್ಥಿಗಳು ಉಪಸ್ಥಿತರಿದ್ದರು. ವಿದ್ಯಾರ್ಥಿಗಳಿಗೆ ಸಿಹಿ ವಿತರಿಸಲಾಯಿತು. [640, 402, 780, 585]
masthead [28, 30, 918, 90]
dpr-place: ಕೋಲಾರ: [215, 396, 243, 406]
ambedkar-text-2: ಎಲ್ಲಾ ಸ್ತಬ್ಧಚಿತ್ರಗಳು ಸಮಾರಂಭದ ಆಕರ್ಷಣೆಯಾಗಬೇಕು. ವೇದಿಕೆಯಲ್ಲಿ ಎಸ್.ಸಿ/ಎಸ್.ಟಿ ಸಮುದಾಯದ ಸಾಧಕರನ್ನು ಸನ್ಮಾನಿಸಲಾಗುವುದು. ನಗರ ಯೋಜನಾ ಪ್ರಾಧಿಕಾರದ ಅಧ್ಯಕ್ಷರು, ಮುನಿರಾಜು, ತಹಸೀಲ್ದಾರ್, ಸುಜಾತ, ಕೃಷ್ಣಮೂರ್ತಿ, ಶ್ರೀನಿವಾಸ್, ಅಶೋಕ್, ಎಂ. ರಾಮಚಂದ್ರ ಸೇರಿದಂತೆ ಹಲವರು ಪಾಲ್ಗೊಂಡಿದ್ದರು. [784, 950, 918, 1025]
temple-headline: ದೇವಾಲಯಗಳ ಅಭಿವೃದ್ಧಿಗೆ ವಿಶೇಷ ಅನುದಾನ: ಶಾಸಕಿ [205, 736, 475, 781]
brief2-place: ಕೋಲಾರ: [40, 650, 69, 660]
registration-marks-center [336, 1436, 386, 1448]
brief3-headline: ಜನಗಣತಿಗೆ ಸ್ಪಂದಿಸಿ: ಶಾಸಕ [30, 974, 140, 989]
temple-visit-caption: ಕೆಜಿಎಫ್ ತಾಲ್ಲೂಕಿನ ದೇವರಹಳ್ಳಿ ಗ್ರಾಮದಲ್ಲಿ ನಡೆದ ಮುನೇಶ್ವರ ಸ್ವಾಮಿ ಅಭಿಷೇಕ ಕಾರ್ಯಕ್ರಮದಲ್ಲಿ ಶಾಸಕಿ ರೂಪಕಲಾ ಎಂ. ಶಶಿಧರ್ ಭಾಗವಹಿಸಿದ್ದರು. [690, 268, 918, 325]
temple-tail: ಮಧ್ಯಾಹ್ನ 12:30ಕ್ಕೆ ನಡೆದ ಪೂಜಾ ಕಾರ್ಯಕ್ರಮದಲ್ಲಿ ಭಕ್ತರಿಗೆ ಪ್ರಸಾದ ವಿನಿಯೋಗ ಮಾಡಲಾಯಿತು. [344, 990, 475, 1023]
min-degree: ° [611, 46, 622, 70]
siddaganga-kicker: ಪ್ರಧಾನ ಕಾರ್ಯದರ್ಶಿ ಮಂಜುನಾಥ್ ಹೇಳಿಕೆ [640, 332, 791, 345]
farmers-kicker: ಪ್ರೋತ್ಸಾಹಕರಿಗೆ ರೈತ ಸಂಘದ ರಾಜ್ಯ ಉಪಾಧ್ಯಕ್ಷ ನಾರಾಯಣಗೌಡ ಸಲಹೆ [485, 1170, 720, 1182]
siddaganga-place: ಬಂಗಾರಪೇಟೆ: [650, 402, 688, 412]
brief2-headline: ಕುರಿಗಳ್ಳರ ಬಂಧನ: 37 ಕುರಿ, 2 ಮೇಕೆ ವಶ [31, 614, 195, 645]
